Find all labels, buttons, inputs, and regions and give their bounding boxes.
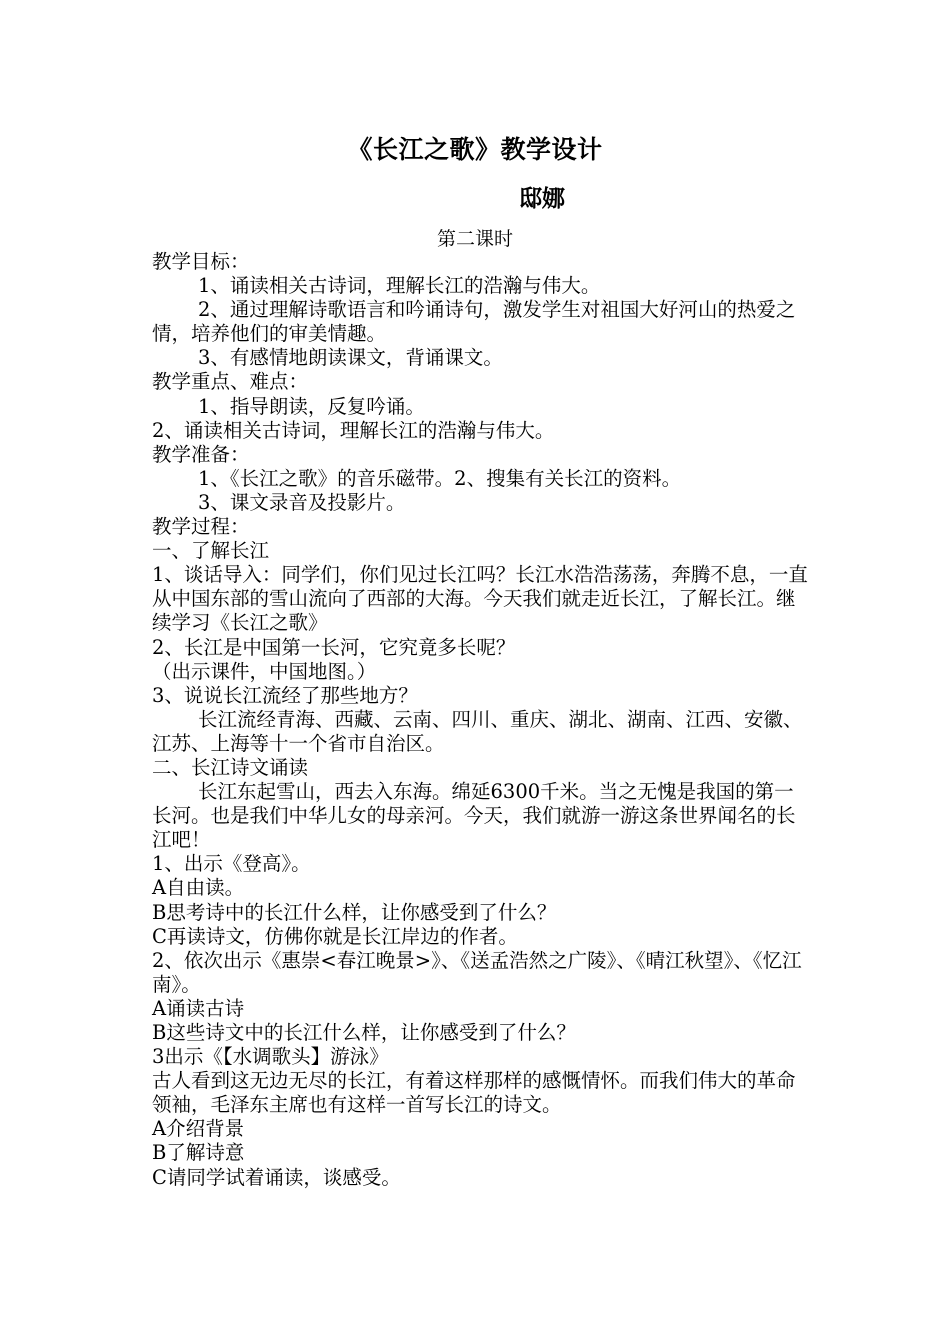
paragraph: B思考诗中的长江什么样，让你感受到了什么？ xyxy=(152,900,557,924)
paragraph: 教学过程： xyxy=(152,515,250,539)
paragraph: 3、有感情地朗读课文，背诵课文。 xyxy=(198,346,503,370)
paragraph: C再读诗文，仿佛你就是长江岸边的作者。 xyxy=(152,924,518,948)
paragraph: 3、课文录音及投影片。 xyxy=(198,490,406,514)
paragraph: A自由读。 xyxy=(152,876,245,900)
paragraph: 1、谈话导入：同学们，你们见过长江吗？长江水浩浩荡荡，奔腾不息，一直从中国东部的雪山流向了西部的大海。今天我们就走近长江，了解长江。继续学习《长江之歌》 xyxy=(152,563,808,635)
paragraph: 古人看到这无边无尽的长江，有着这样那样的感慨情怀。而我们伟大的革命领袖，毛泽东主席也有这样一首写长江的诗文。 xyxy=(152,1069,796,1117)
paragraph: 3、说说长江流经了那些地方？ xyxy=(152,683,418,707)
paragraph: B这些诗文中的长江什么样，让你感受到了什么？ xyxy=(152,1021,576,1044)
lesson-label: 第二课时 xyxy=(436,228,513,250)
paragraph: 教学目标： xyxy=(152,250,250,273)
document-body xyxy=(152,250,812,1190)
paragraph: 长江流经青海、西藏、云南、四川、重庆、湖北、湖南、江西、安徽、江苏、上海等十一个省市自治区。 xyxy=(152,707,803,755)
paragraph: 二、长江诗文诵读 xyxy=(152,755,309,779)
paragraph: （出示课件，中国地图。） xyxy=(152,659,377,683)
paragraph: 2、长江是中国第一长河，它究竟多长呢？ xyxy=(152,635,516,659)
paragraph: 2、通过理解诗歌语言和吟诵诗句，激发学生对祖国大好河山的热爱之情，培养他们的审美情趣。 xyxy=(152,298,796,346)
paragraph: B了解诗意 xyxy=(152,1141,245,1165)
paragraph: 1、《长江之歌》的音乐磁带。2、搜集有关长江的资料。 xyxy=(198,466,682,490)
paragraph: 一、了解长江 xyxy=(152,539,270,563)
paragraph: 教学重点、难点： xyxy=(152,370,309,394)
paragraph: 3出示《【水调歌头】游泳》 xyxy=(152,1045,389,1069)
paragraph: 1、诵读相关古诗词，理解长江的浩瀚与伟大。 xyxy=(198,274,601,298)
paragraph: 1、出示《登高》。 xyxy=(152,852,311,876)
paragraph: 教学准备： xyxy=(152,442,250,466)
paragraph: 2、诵读相关古诗词，理解长江的浩瀚与伟大。 xyxy=(152,418,555,442)
paragraph: 1、指导朗读，反复吟诵。 xyxy=(198,394,425,418)
paragraph: A介绍背景 xyxy=(152,1117,245,1141)
paragraph: 2、依次出示《惠崇<春江晚景>》、《送孟浩然之广陵》、《晴江秋望》、《忆江南》。 xyxy=(152,948,802,996)
document-title: 《长江之歌》教学设计 xyxy=(347,135,603,164)
document-author: 邸娜 xyxy=(519,186,565,212)
paragraph: C请同学试着诵读，谈感受。 xyxy=(152,1165,401,1189)
paragraph: A诵读古诗 xyxy=(152,996,245,1020)
paragraph: 长江东起雪山，西去入东海。绵延6300千米。当之无愧是我国的第一长河。也是我们中华儿女的母亲河。今天，我们就游一游这条世界闻名的长江吧！ xyxy=(152,780,796,852)
